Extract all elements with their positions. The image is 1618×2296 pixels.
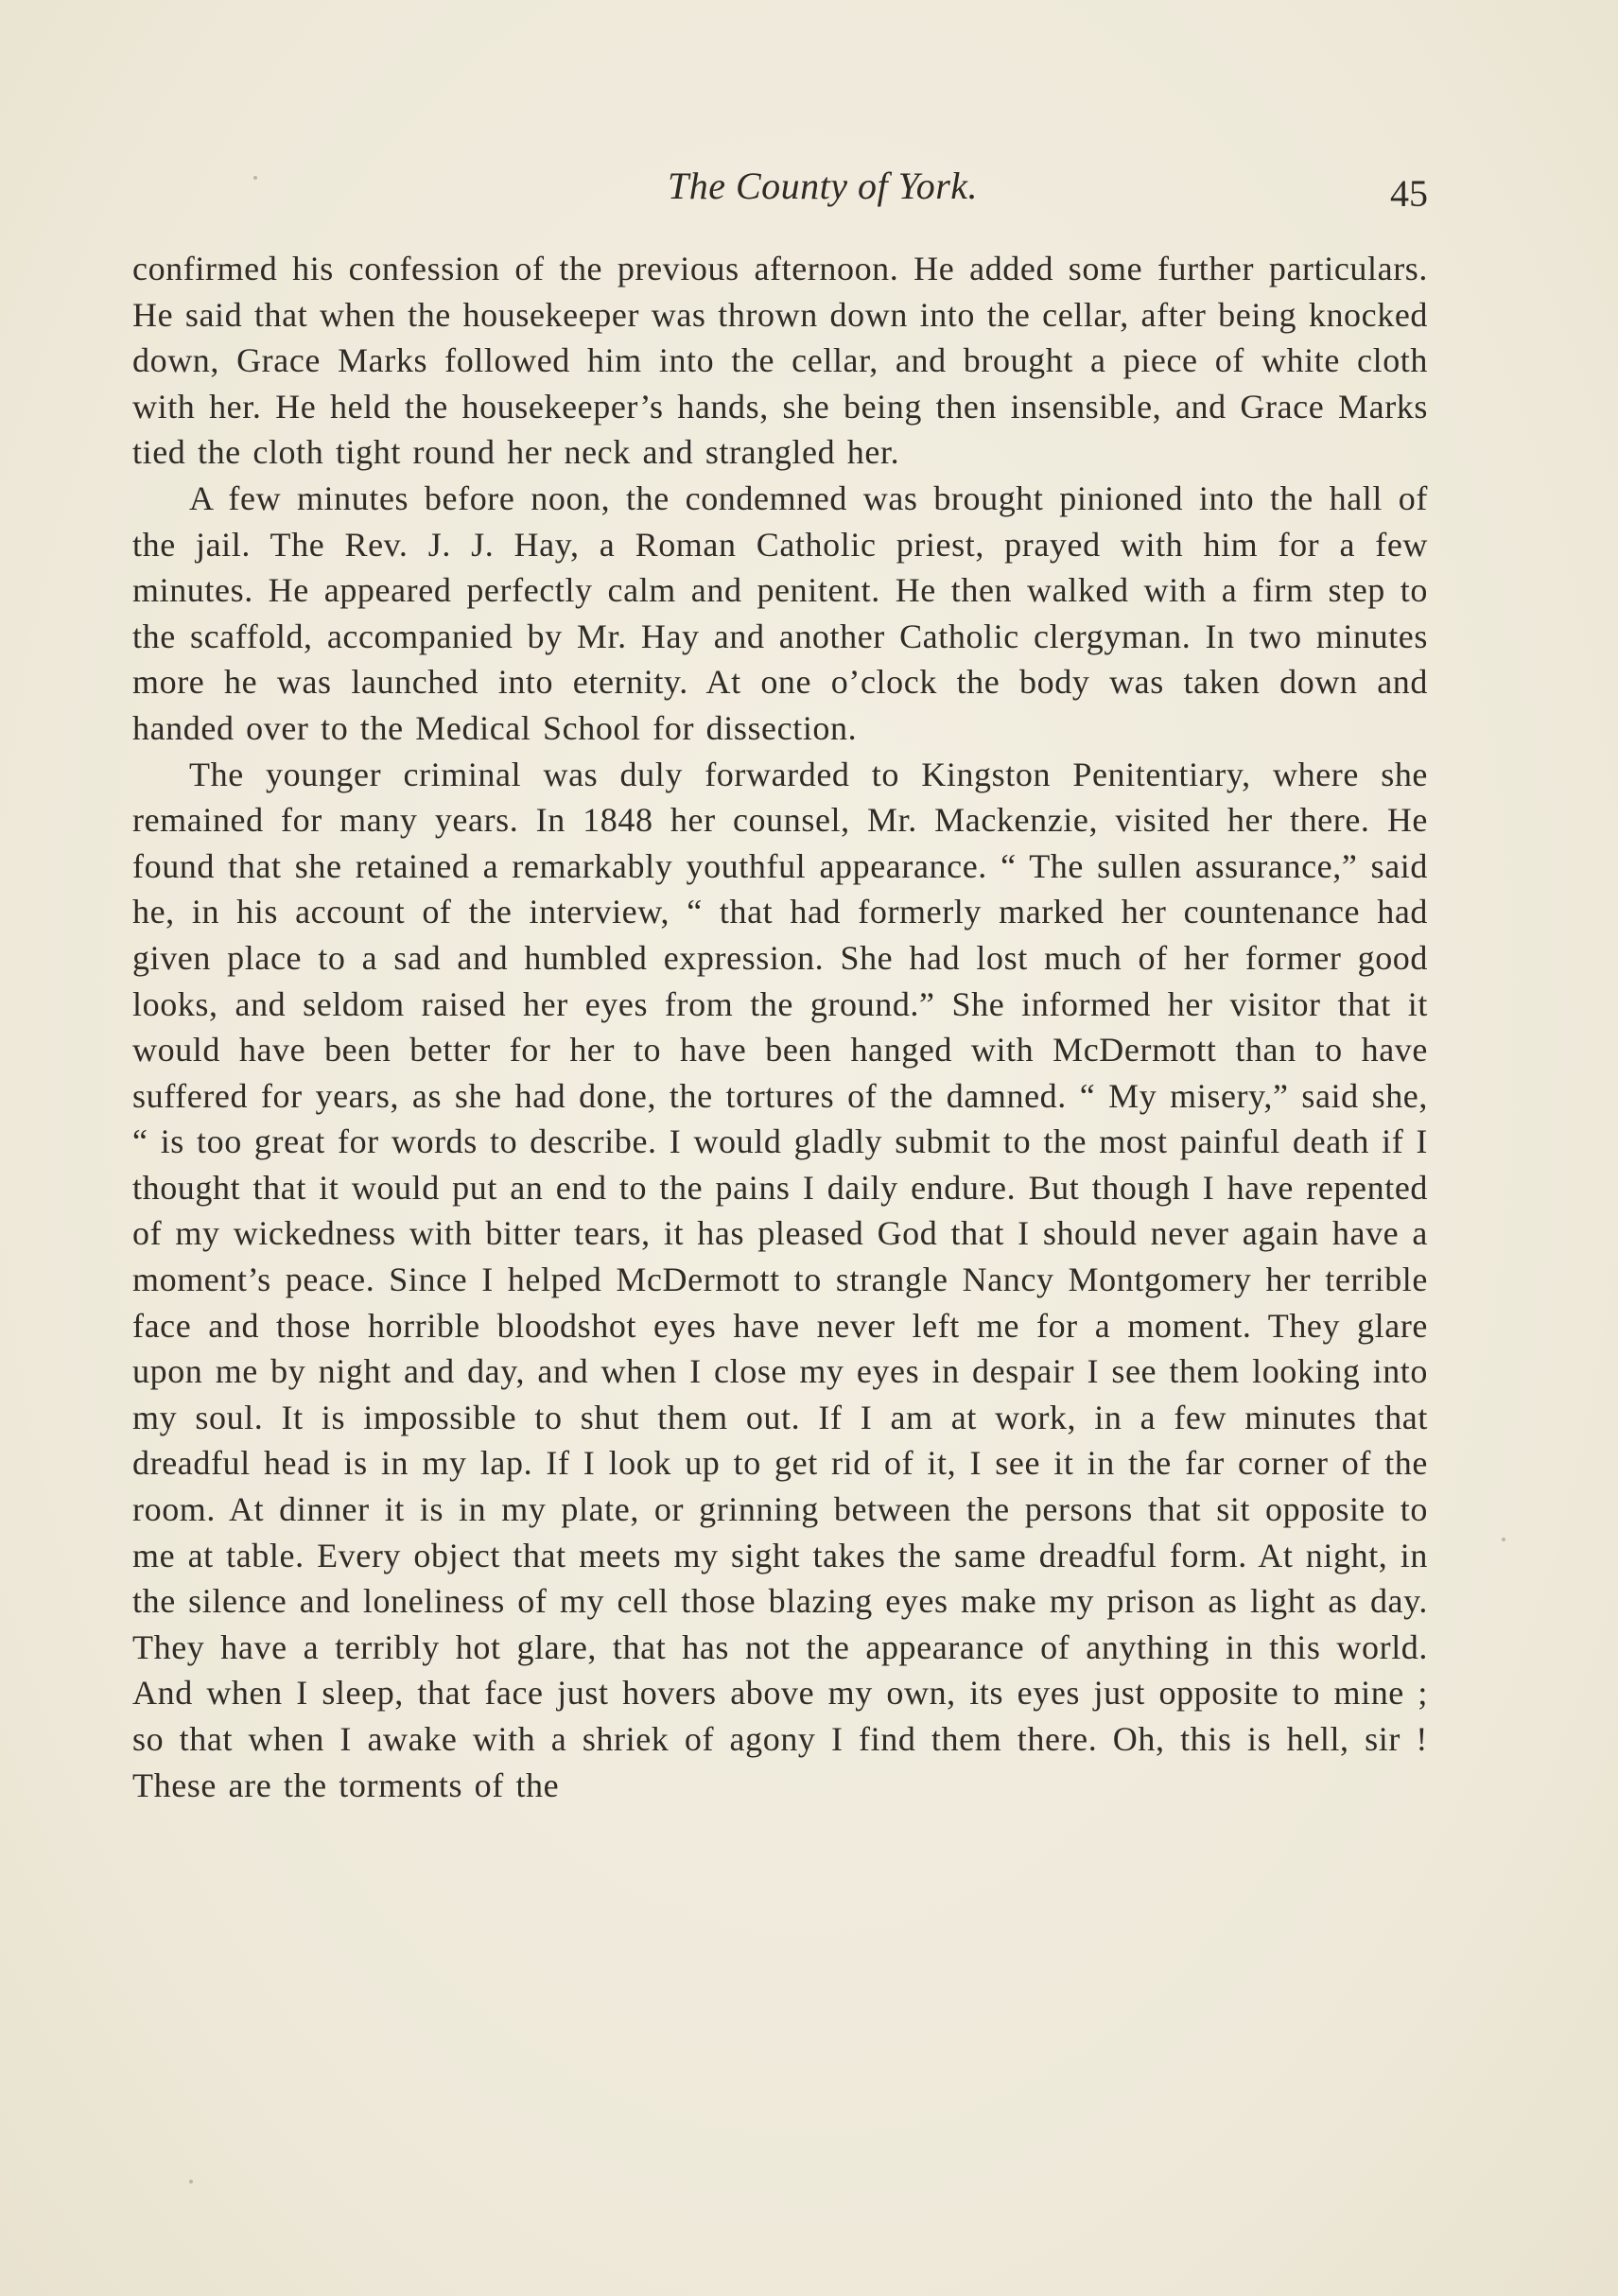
body-text xyxy=(132,246,1428,1808)
running-head xyxy=(0,156,1618,222)
paragraph-execution: A few minutes before noon, the condemned was brought pinioned into the hall of the jail. The Rev. J. J. Hay, a Roman Catholic priest, prayed with him for a few minutes. He appeared perfectly calm and penitent. He then walked with a firm step to the scaffold, accompanied by Mr. Hay and another Catholic clergyman. In two minutes more he was launched into eternity. At one o’clock the body was taken down and handed over to the Medical School for dissection. xyxy=(132,478,1428,747)
running-head-title: The County of York. xyxy=(667,165,979,207)
paragraph-continued: confirmed his confession of the previous afternoon. He added some further particulars. He said that when the housekeeper was thrown down into the cellar, after being knocked down, Grace Marks followed him into the cellar, and brought a piece of white cloth with her. He held the housekeeper’s hands, she being then insensible, and Grace Marks tied the cloth tight round her neck and strangled her. xyxy=(132,250,1428,472)
paper-speck xyxy=(189,2180,193,2183)
paper-speck xyxy=(1502,1538,1505,1541)
paragraph-penitentiary: The younger criminal was duly forwarded to Kingston Penitentiary, where she remained for many years. In 1848 her counsel, Mr. Mackenzie, visited her there. He found that she retained a remarkably youthful appearance. “ The sullen assurance,” said he, in his account of the interview, “ that had formerly marked her countenance had given place to a sad and humbled expression. She had lost much of her former good looks, and seldom raised her eyes from the ground.” She informed her visitor that it would have been better for her to have been hanged with McDermott than to have suffered for years, as she had done, the tortures of the damned. “ My misery,” said she, “ is too great for words to describe. I would gladly submit to the most painful death if I thought that it would put an end to the pains I daily endure. But though I have repented of my wickedness with bitter tears, it has pleased God that I should never again have a moment’s peace. Since I helped McDermott to strangle Nancy Montgomery her terrible face and those horrible bloodshot eyes have never left me for a moment. They glare upon me by night and day, and when I close my eyes in despair I see them looking into my soul. It is impossible to shut them out. If I am at work, in a few minutes that dreadful head is in my lap. If I look up to get rid of it, I see it in the far corner of the room. At dinner it is in my plate, or grinning between the persons that sit opposite to me at table. Every object that meets my sight takes the same dreadful form. At night, in the silence and loneliness of my cell those blazing eyes make my prison as light as day. They have a terribly hot glare, that has not the appearance of anything in this world. And when I sleep, that face just hovers above my own, its eyes just opposite to mine ; so that when I awake with a shriek of agony I find them there. Oh, this is hell, sir ! These are the torments of the xyxy=(132,755,1428,1804)
page-number: 45 xyxy=(1390,172,1428,215)
